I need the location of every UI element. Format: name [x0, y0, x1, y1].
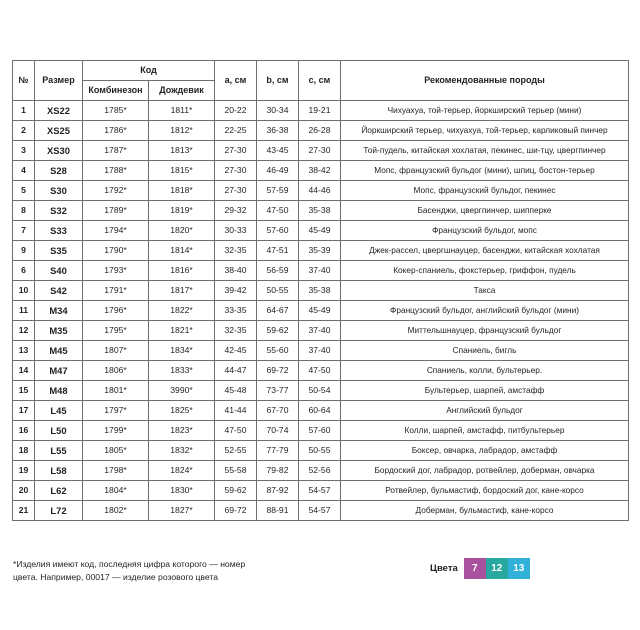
cell-num: 11	[13, 301, 35, 321]
cell-b: 47-51	[257, 241, 299, 261]
cell-breeds: Миттельшнауцер, французский бульдог	[341, 321, 629, 341]
cell-b: 87-92	[257, 481, 299, 501]
cell-breeds: Французский бульдог, английский бульдог (мини)	[341, 301, 629, 321]
table-row	[13, 441, 629, 461]
color-swatch[interactable]: 7	[464, 558, 486, 579]
cell-a: 59-62	[215, 481, 257, 501]
table-row	[13, 501, 629, 521]
table-row	[13, 101, 629, 121]
cell-size: M35	[35, 321, 83, 341]
colors-legend	[430, 558, 530, 579]
cell-breeds: Джек-рассел, цвергшнауцер, басенджи, китайская хохлатая	[341, 241, 629, 261]
cell-c: 27-30	[299, 141, 341, 161]
cell-num: 20	[13, 481, 35, 501]
cell-code-overall: 1786*	[83, 121, 149, 141]
cell-code-raincoat: 1820*	[149, 221, 215, 241]
cell-num: 13	[13, 341, 35, 361]
table-row	[13, 401, 629, 421]
cell-code-raincoat: 1825*	[149, 401, 215, 421]
header-code-overall: Комбинезон	[83, 81, 149, 101]
cell-code-raincoat: 1815*	[149, 161, 215, 181]
cell-size: XS30	[35, 141, 83, 161]
cell-b: 55-60	[257, 341, 299, 361]
cell-b: 43-45	[257, 141, 299, 161]
cell-a: 44-47	[215, 361, 257, 381]
cell-a: 27-30	[215, 161, 257, 181]
cell-num: 14	[13, 361, 35, 381]
table-row	[13, 301, 629, 321]
cell-size: S30	[35, 181, 83, 201]
cell-code-raincoat: 1813*	[149, 141, 215, 161]
cell-num: 6	[13, 261, 35, 281]
cell-c: 45-49	[299, 301, 341, 321]
cell-a: 52-55	[215, 441, 257, 461]
cell-breeds: Спаниель, бигль	[341, 341, 629, 361]
cell-c: 35-39	[299, 241, 341, 261]
cell-size: S28	[35, 161, 83, 181]
cell-size: M45	[35, 341, 83, 361]
table-row	[13, 261, 629, 281]
cell-size: M34	[35, 301, 83, 321]
cell-code-overall: 1807*	[83, 341, 149, 361]
cell-code-raincoat: 1832*	[149, 441, 215, 461]
cell-b: 64-67	[257, 301, 299, 321]
cell-num: 8	[13, 201, 35, 221]
cell-num: 1	[13, 101, 35, 121]
cell-b: 59-62	[257, 321, 299, 341]
cell-code-raincoat: 1819*	[149, 201, 215, 221]
cell-code-overall: 1804*	[83, 481, 149, 501]
cell-a: 20-22	[215, 101, 257, 121]
cell-breeds: Колли, шарпей, амстафф, питбультерьер	[341, 421, 629, 441]
cell-num: 4	[13, 161, 35, 181]
cell-num: 5	[13, 181, 35, 201]
cell-num: 7	[13, 221, 35, 241]
cell-b: 70-74	[257, 421, 299, 441]
cell-code-overall: 1801*	[83, 381, 149, 401]
cell-a: 27-30	[215, 181, 257, 201]
cell-code-raincoat: 1817*	[149, 281, 215, 301]
cell-b: 88-91	[257, 501, 299, 521]
table-row	[13, 361, 629, 381]
cell-a: 69-72	[215, 501, 257, 521]
cell-size: S33	[35, 221, 83, 241]
cell-b: 46-49	[257, 161, 299, 181]
cell-b: 36-38	[257, 121, 299, 141]
cell-code-overall: 1794*	[83, 221, 149, 241]
cell-num: 2	[13, 121, 35, 141]
cell-code-overall: 1789*	[83, 201, 149, 221]
table-row	[13, 481, 629, 501]
cell-size: S40	[35, 261, 83, 281]
cell-breeds: Такса	[341, 281, 629, 301]
cell-size: L45	[35, 401, 83, 421]
cell-breeds: Доберман, бульмастиф, кане-корсо	[341, 501, 629, 521]
cell-num: 9	[13, 241, 35, 261]
cell-code-raincoat: 1823*	[149, 421, 215, 441]
cell-b: 73-77	[257, 381, 299, 401]
header-num: №	[13, 61, 35, 101]
cell-size: M48	[35, 381, 83, 401]
cell-a: 22-25	[215, 121, 257, 141]
cell-breeds: Йоркширский терьер, чихуахуа, той-терьер, карликовый пинчер	[341, 121, 629, 141]
cell-c: 54-57	[299, 501, 341, 521]
cell-a: 33-35	[215, 301, 257, 321]
cell-code-raincoat: 1814*	[149, 241, 215, 261]
cell-code-raincoat: 1824*	[149, 461, 215, 481]
table-row	[13, 161, 629, 181]
cell-breeds: Бультерьер, шарпей, амстафф	[341, 381, 629, 401]
cell-size: S35	[35, 241, 83, 261]
cell-size: L72	[35, 501, 83, 521]
cell-breeds: Кокер-спаниель, фокстерьер, гриффон, пудель	[341, 261, 629, 281]
cell-breeds: Мопс, французский бульдог (мини), шпиц, бостон-терьер	[341, 161, 629, 181]
header-b: b, см	[257, 61, 299, 101]
cell-c: 35-38	[299, 281, 341, 301]
cell-size: L55	[35, 441, 83, 461]
cell-c: 54-57	[299, 481, 341, 501]
table-body	[13, 101, 629, 521]
table-row	[13, 461, 629, 481]
cell-b: 57-60	[257, 221, 299, 241]
cell-code-raincoat: 1833*	[149, 361, 215, 381]
cell-c: 52-56	[299, 461, 341, 481]
cell-a: 42-45	[215, 341, 257, 361]
cell-c: 47-50	[299, 361, 341, 381]
cell-size: L62	[35, 481, 83, 501]
cell-size: L58	[35, 461, 83, 481]
cell-c: 50-55	[299, 441, 341, 461]
cell-c: 19-21	[299, 101, 341, 121]
cell-num: 15	[13, 381, 35, 401]
cell-breeds: Чихуахуа, той-терьер, йоркширский терьер (мини)	[341, 101, 629, 121]
cell-size: L50	[35, 421, 83, 441]
cell-b: 30-34	[257, 101, 299, 121]
cell-code-raincoat: 1830*	[149, 481, 215, 501]
footnote-line-2: цвета. Например, 00017 — изделие розового цвета	[13, 571, 218, 582]
cell-size: S32	[35, 201, 83, 221]
color-swatch[interactable]: 12	[486, 558, 508, 579]
cell-code-overall: 1802*	[83, 501, 149, 521]
cell-b: 57-59	[257, 181, 299, 201]
cell-breeds: Той-пудель, китайская хохлатая, пекинес, ши-тцу, цвергпинчер	[341, 141, 629, 161]
table-row	[13, 121, 629, 141]
table-header-row-1	[13, 61, 629, 81]
table-row	[13, 281, 629, 301]
cell-code-overall: 1806*	[83, 361, 149, 381]
cell-a: 32-35	[215, 321, 257, 341]
cell-c: 44-46	[299, 181, 341, 201]
cell-breeds: Басенджи, цвергпинчер, шипперке	[341, 201, 629, 221]
cell-c: 37-40	[299, 321, 341, 341]
cell-code-raincoat: 1821*	[149, 321, 215, 341]
cell-b: 77-79	[257, 441, 299, 461]
cell-code-overall: 1795*	[83, 321, 149, 341]
cell-a: 47-50	[215, 421, 257, 441]
cell-code-raincoat: 1822*	[149, 301, 215, 321]
cell-breeds: Боксер, овчарка, лабрадор, амстафф	[341, 441, 629, 461]
table-row	[13, 141, 629, 161]
cell-size: S42	[35, 281, 83, 301]
cell-c: 50-54	[299, 381, 341, 401]
cell-c: 26-28	[299, 121, 341, 141]
cell-a: 29-32	[215, 201, 257, 221]
colors-label: Цвета	[430, 563, 458, 574]
cell-a: 45-48	[215, 381, 257, 401]
cell-a: 39-42	[215, 281, 257, 301]
cell-code-overall: 1797*	[83, 401, 149, 421]
cell-code-raincoat: 3990*	[149, 381, 215, 401]
cell-num: 16	[13, 421, 35, 441]
cell-num: 12	[13, 321, 35, 341]
footnote	[13, 558, 323, 584]
header-a: a, см	[215, 61, 257, 101]
cell-code-raincoat: 1818*	[149, 181, 215, 201]
table-row	[13, 241, 629, 261]
cell-a: 27-30	[215, 141, 257, 161]
cell-c: 37-40	[299, 341, 341, 361]
cell-code-overall: 1796*	[83, 301, 149, 321]
cell-breeds: Мопс, французский бульдог, пекинес	[341, 181, 629, 201]
cell-a: 38-40	[215, 261, 257, 281]
cell-c: 37-40	[299, 261, 341, 281]
table-row	[13, 221, 629, 241]
cell-b: 56-59	[257, 261, 299, 281]
cell-code-overall: 1790*	[83, 241, 149, 261]
header-size: Размер	[35, 61, 83, 101]
cell-num: 21	[13, 501, 35, 521]
cell-code-overall: 1798*	[83, 461, 149, 481]
cell-breeds: Ротвейлер, бульмастиф, бордоский дог, кане-корсо	[341, 481, 629, 501]
cell-num: 10	[13, 281, 35, 301]
cell-code-overall: 1799*	[83, 421, 149, 441]
table-row	[13, 321, 629, 341]
cell-breeds: Спаниель, колли, бультерьер.	[341, 361, 629, 381]
header-breeds: Рекомендованные породы	[341, 61, 629, 101]
cell-num: 17	[13, 401, 35, 421]
cell-code-raincoat: 1816*	[149, 261, 215, 281]
cell-a: 41-44	[215, 401, 257, 421]
table-row	[13, 201, 629, 221]
cell-size: M47	[35, 361, 83, 381]
cell-breeds: Английский бульдог	[341, 401, 629, 421]
cell-code-overall: 1785*	[83, 101, 149, 121]
cell-code-overall: 1793*	[83, 261, 149, 281]
cell-b: 50-55	[257, 281, 299, 301]
cell-code-raincoat: 1834*	[149, 341, 215, 361]
cell-size: XS25	[35, 121, 83, 141]
cell-b: 69-72	[257, 361, 299, 381]
cell-num: 19	[13, 461, 35, 481]
cell-c: 57-60	[299, 421, 341, 441]
header-code-group: Код	[83, 61, 215, 81]
color-swatches	[464, 558, 530, 579]
cell-num: 3	[13, 141, 35, 161]
cell-num: 18	[13, 441, 35, 461]
cell-code-overall: 1792*	[83, 181, 149, 201]
cell-c: 60-64	[299, 401, 341, 421]
cell-c: 45-49	[299, 221, 341, 241]
cell-code-raincoat: 1812*	[149, 121, 215, 141]
header-c: c, см	[299, 61, 341, 101]
table-row	[13, 181, 629, 201]
color-swatch[interactable]: 13	[508, 558, 530, 579]
cell-size: XS22	[35, 101, 83, 121]
size-table	[12, 60, 629, 521]
cell-b: 79-82	[257, 461, 299, 481]
cell-b: 67-70	[257, 401, 299, 421]
header-code-raincoat: Дождевик	[149, 81, 215, 101]
cell-c: 38-42	[299, 161, 341, 181]
cell-b: 47-50	[257, 201, 299, 221]
cell-a: 55-58	[215, 461, 257, 481]
cell-code-raincoat: 1811*	[149, 101, 215, 121]
cell-code-overall: 1788*	[83, 161, 149, 181]
table-row	[13, 341, 629, 361]
footnote-line-1: *Изделия имеют код, последняя цифра которого — номер	[13, 559, 246, 569]
table-row	[13, 381, 629, 401]
cell-a: 32-35	[215, 241, 257, 261]
table-header	[13, 61, 629, 101]
table-row	[13, 421, 629, 441]
cell-code-overall: 1791*	[83, 281, 149, 301]
cell-a: 30-33	[215, 221, 257, 241]
cell-code-raincoat: 1827*	[149, 501, 215, 521]
cell-c: 35-38	[299, 201, 341, 221]
cell-code-overall: 1805*	[83, 441, 149, 461]
cell-breeds: Французский бульдог, мопс	[341, 221, 629, 241]
cell-code-overall: 1787*	[83, 141, 149, 161]
cell-breeds: Бордоский дог, лабрадор, ротвейлер, доберман, овчарка	[341, 461, 629, 481]
